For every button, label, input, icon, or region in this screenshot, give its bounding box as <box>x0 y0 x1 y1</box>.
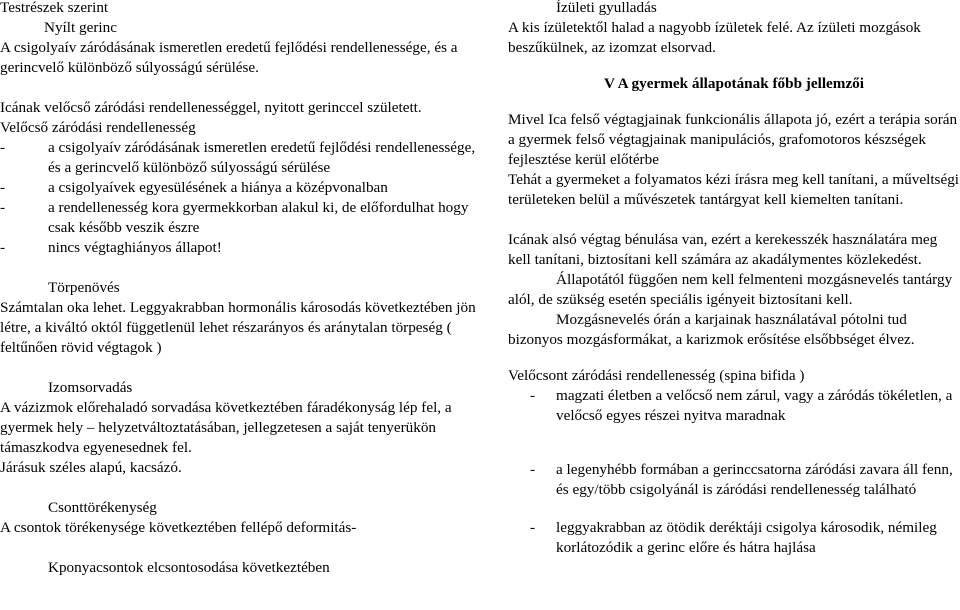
spina-title: Velőcsont záródási rendellenesség (spina bifida ) <box>508 367 805 384</box>
konya-text: Kponyacsontok elcsontosodása következtében <box>48 559 330 576</box>
heading-testreszek: Testrészek szerint <box>0 0 109 16</box>
ica-sentence: Icának velőcső záródási rendellenességgel, nyitott gerinccel született. <box>0 99 422 116</box>
velocso-bullet <box>0 138 478 178</box>
torpe-title: Törpenövés <box>48 279 120 296</box>
bullet-dash: - <box>530 461 536 478</box>
right-column <box>508 0 960 558</box>
izom-title: Izomsorvadás <box>48 379 133 396</box>
section-heading: V A gyermek állapotának főbb jellemzői <box>603 75 864 92</box>
bullet-text: a rendellenesség kora gyermekkorban alakul ki, de előfordulhat hogy csak később veszik észre <box>48 199 469 236</box>
para-allapot: Állapotától függően nem kell felmenteni mozgásnevelés tantárgy alól, de szükség esetén speciális igényeit biztosítani kell. <box>508 271 953 308</box>
bullet-dash: - <box>530 387 536 404</box>
bullet-text: a legenyhébb formában a gerinccsatorna záródási zavara áll fenn, és egy/több csigolyánál is záródási rendellenesség található <box>556 461 953 498</box>
csont-text: A csontok törékenysége következtében fellépő deformitás- <box>0 519 357 536</box>
left-column <box>0 0 478 578</box>
nyilt-gerinc-definition: A csigolyaív záródásának ismeretlen eredetű fejlődési rendellenessége, és a gerincvelő különböző súlyosságú sérülése. <box>0 39 458 76</box>
bullet-text: magzati életben a velőcső nem zárul, vagy a záródás tökéletlen, a velőcső egyes részei nyitva maradnak <box>556 387 953 424</box>
velocso-bullet <box>0 238 478 258</box>
para-also-vegtag: Icának alsó végtag bénulása van, ezért a kerekesszék használatára meg kell tanítani, biztosítani kell számára az akadálymentes közlekedést. <box>508 231 938 268</box>
bullet-dash: - <box>0 139 6 156</box>
bullet-text: nincs végtaghiányos állapot! <box>48 239 222 256</box>
velocso-bullet <box>0 178 478 198</box>
izuleti-title: Ízületi gyulladás <box>556 0 657 16</box>
izom-text-2: Járásuk széles alapú, kacsázó. <box>0 459 182 476</box>
torpe-text: Számtalan oka lehet. Leggyakrabban hormonális károsodás következtében jön létre, a kiváltó októl függetlenül lehet részarányos és aránytalan törpeség ( feltűnően rövid végtagok ) <box>0 299 476 356</box>
velocso-bullet <box>0 198 478 238</box>
para-mozgasneveles: Mozgásnevelés órán a karjainak használatával pótolni tud bizonyos mozgásformákat, a karizmok erősítése elsőbbséget élvez. <box>508 311 915 348</box>
bullet-text: a csigolyaív záródásának ismeretlen eredetű fejlődési rendellenessége, és a gerincvelő különböző súlyosságú sérülése <box>48 139 476 176</box>
para-ica-felso: Mivel Ica felső végtagjainak funkcionális állapota jó, ezért a terápia során a gyermek felső végtagjainak manipulációs, grafomotoros készségek fejlesztése kerül előtérbe <box>508 111 958 168</box>
spina-bullet <box>508 518 960 558</box>
bullet-dash: - <box>0 239 6 256</box>
bullet-text: a csigolyaívek egyesülésének a hiánya a középvonalban <box>48 179 388 196</box>
heading-nyilt-gerinc: Nyílt gerinc <box>44 19 117 36</box>
para-teht: Tehát a gyermeket a folyamatos kézi írásra meg kell tanítani, a műveltségi területeken belül a művészetek tantárgyat kell kiemelten tanítani. <box>508 171 960 208</box>
bullet-dash: - <box>0 199 6 216</box>
bullet-dash: - <box>530 519 536 536</box>
velocso-title: Velőcső záródási rendellenesség <box>0 119 196 136</box>
izom-text: A vázizmok előrehaladó sorvadása következtében fáradékonyság lép fel, a gyermek hely – helyzetváltoztatásában, jellegzetesen a saját tenyerükön támaszkodva egyenesednek fel. <box>0 399 452 456</box>
csont-title: Csonttörékenység <box>48 499 157 516</box>
spina-bullet <box>508 460 960 500</box>
spina-bullet <box>508 386 960 426</box>
izuleti-text: A kis ízületektől halad a nagyobb ízületek felé. Az ízületi mozgások beszűkülnek, az izomzat elsorvad. <box>508 19 921 56</box>
bullet-dash: - <box>0 179 6 196</box>
bullet-text: leggyakrabban az ötödik deréktáji csigolya károsodik, némileg korlátozódik a gerinc előre és hátra hajlása <box>556 519 937 556</box>
